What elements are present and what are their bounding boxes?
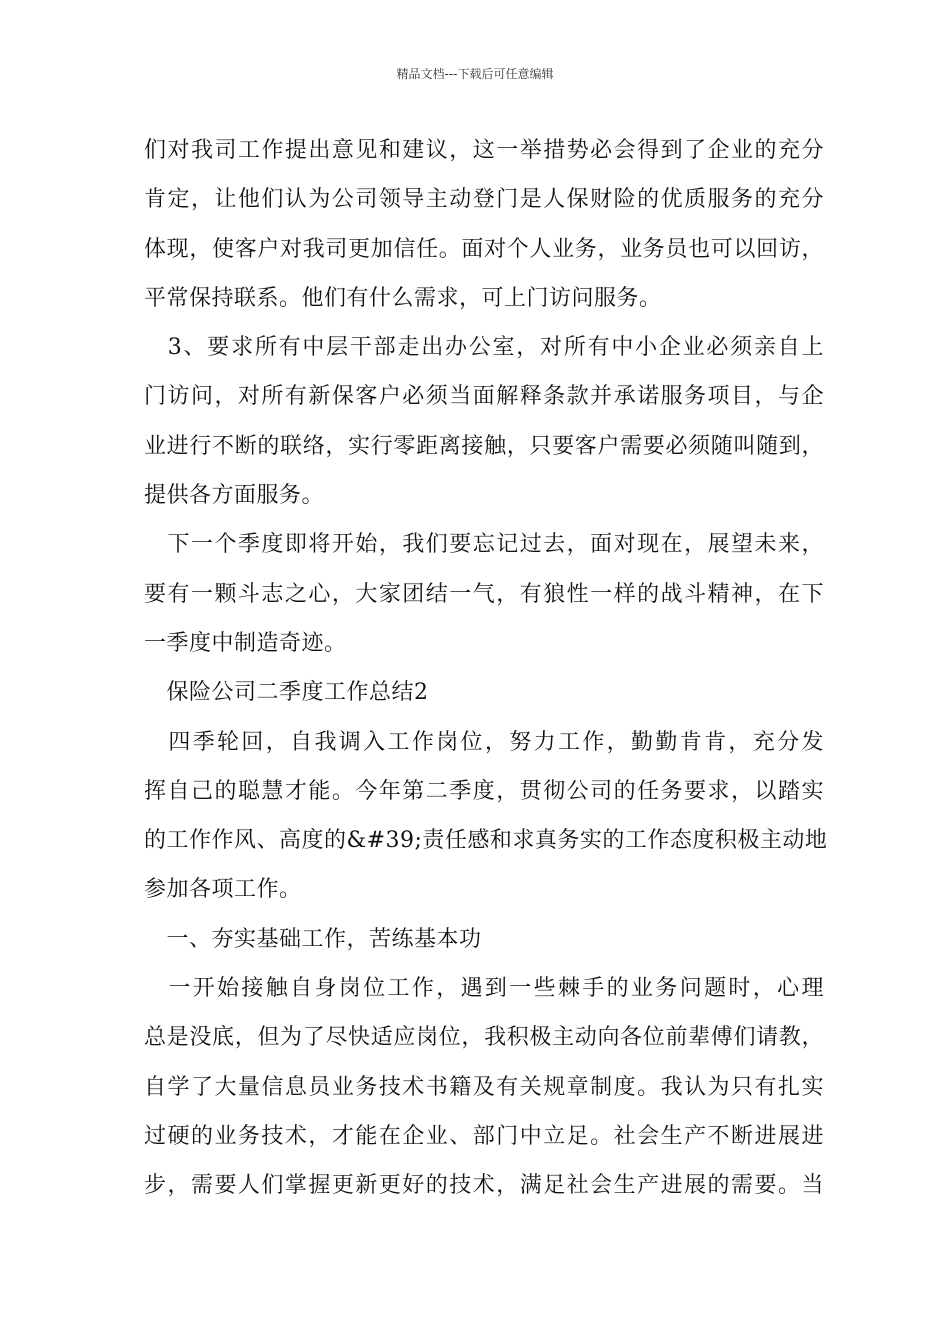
- text-line: 步，需要人们掌握更新更好的技术，满足社会生产进展的需要。当: [144, 1173, 824, 1199]
- text-line: 一季度中制造奇迹。: [144, 630, 347, 656]
- text-line: 总是没底，但为了尽快适应岗位，我积极主动向各位前辈傅们请教，: [144, 1025, 824, 1051]
- text-line: 门访问，对所有新保客户必须当面解释条款并承诺服务项目，与企: [144, 384, 824, 410]
- text-line: 参加各项工作。: [144, 877, 302, 903]
- text-line: 挥自己的聪慧才能。今年第二季度，贯彻公司的任务要求，以踏实: [144, 778, 824, 804]
- text-line: 3、要求所有中层干部走出办公室，对所有中小企业必须亲自上: [144, 335, 824, 361]
- page-header: 精品文档---下载后可任意编辑: [396, 67, 554, 81]
- text-line: 一、夯实基础工作，苦练基本功: [144, 926, 482, 952]
- text-line: 的工作作风、高度的&#39;责任感和求真务实的工作态度积极主动地: [144, 828, 828, 854]
- text-line: 业进行不断的联络，实行零距离接触，只要客户需要必须随叫随到，: [144, 433, 824, 459]
- text-line: 四季轮回，自我调入工作岗位，努力工作，勤勤肯肯，充分发: [144, 729, 824, 755]
- text-line: 体现，使客户对我司更加信任。面对个人业务，业务员也可以回访，: [144, 236, 824, 262]
- text-line: 肯定，让他们认为公司领导主动登门是人保财险的优质服务的充分: [144, 187, 824, 213]
- text-line: 下一个季度即将开始，我们要忘记过去，面对现在，展望未来，: [144, 532, 824, 558]
- text-line: 过硬的业务技术，才能在企业、部门中立足。社会生产不断进展进: [144, 1123, 824, 1149]
- text-line: 保险公司二季度工作总结2: [144, 680, 429, 706]
- text-line: 自学了大量信息员业务技术书籍及有关规章制度。我认为只有扎实: [144, 1074, 824, 1100]
- text-line: 要有一颗斗志之心，大家团结一气，有狼性一样的战斗精神，在下: [144, 581, 824, 607]
- text-line: 提供各方面服务。: [144, 483, 325, 509]
- text-line: 们对我司工作提出意见和建议，这一举措势必会得到了企业的充分: [144, 138, 824, 163]
- document-body: [144, 126, 828, 1211]
- text-line: 平常保持联系。他们有什么需求，可上门访问服务。: [144, 285, 662, 311]
- text-line: 一开始接触自身岗位工作，遇到一些棘手的业务问题时，心理: [144, 976, 824, 1002]
